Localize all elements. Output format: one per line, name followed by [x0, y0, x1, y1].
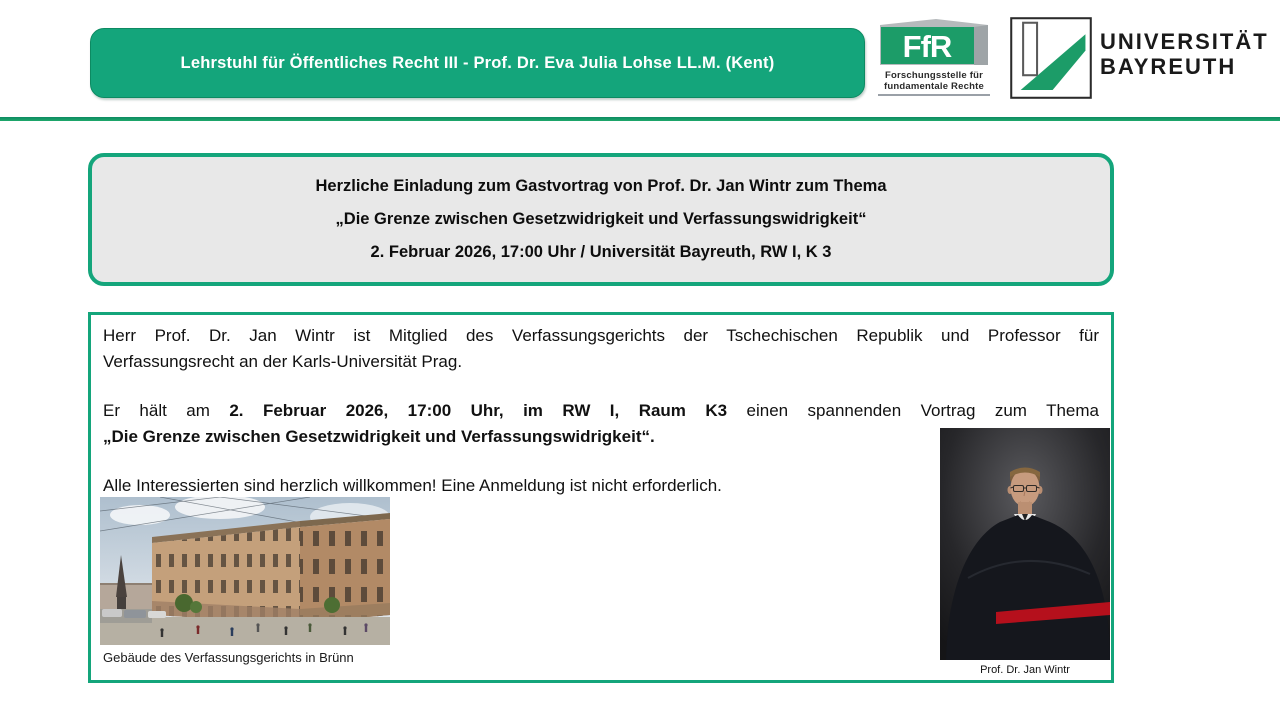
ffr-logo [878, 18, 990, 96]
svg-text:FfR: FfR [902, 29, 952, 64]
invitation-line2: „Die Grenze zwischen Gesetzwidrigkeit und Verfassungswidrigkeit“ [335, 210, 867, 228]
lecture-topic: „Die Grenze zwischen Gesetzwidrigkeit und Verfassungswidrigkeit“. [103, 426, 655, 446]
portrait-caption: Prof. Dr. Jan Wintr [980, 664, 1070, 676]
ffr-caption-line1: Forschungsstelle für [885, 70, 983, 81]
invitation-box [88, 153, 1114, 286]
lecture-intro: Er hält am [103, 401, 230, 420]
ubt-wordmark-line2: BAYREUTH [1100, 53, 1237, 79]
portrait-photo [940, 428, 1110, 660]
paragraph-welcome: Alle Interessierten sind herzlich willkommen! Eine Anmeldung ist nicht erforderlich. [103, 476, 722, 495]
header-divider [0, 117, 1280, 121]
chair-title-text: Lehrstuhl für Öffentliches Recht III - Prof. Dr. Eva Julia Lohse LL.M. (Kent) [180, 53, 775, 72]
lecture-datetime: 2. Februar 2026, 17:00 Uhr, im RW I, Raum K3 [229, 401, 728, 420]
bio-text: Herr Prof. Dr. Jan Wintr ist Mitglied des Verfassungsgerichts der Tschechischen Republik und Professor für [103, 326, 1099, 345]
building-caption: Gebäude des Verfassungsgerichts in Brünn [103, 650, 354, 665]
bio-text-cont: Verfassungsrecht an der Karls-Universität Prag. [103, 351, 463, 371]
ffr-caption-line2: fundamentale Rechte [884, 80, 984, 92]
content-box [88, 312, 1114, 683]
university-bayreuth-wordmark [1100, 30, 1269, 79]
ffr-logo-icon [878, 18, 990, 70]
lecture-middle: einen spannenden Vortrag zum Thema [727, 401, 1099, 420]
ubt-wordmark-line1: UNIVERSITÄT [1100, 29, 1269, 54]
chair-title-banner [90, 28, 865, 98]
building-photo [100, 497, 390, 645]
invitation-line3: 2. Februar 2026, 17:00 Uhr / Universität Bayreuth, RW I, K 3 [370, 243, 832, 261]
paragraph-bio [103, 323, 1099, 374]
university-bayreuth-logo-icon [1010, 17, 1092, 99]
invitation-line1: Herzliche Einladung zum Gastvortrag von Prof. Dr. Jan Wintr zum Thema [315, 177, 887, 195]
ffr-logo-caption [878, 71, 990, 96]
